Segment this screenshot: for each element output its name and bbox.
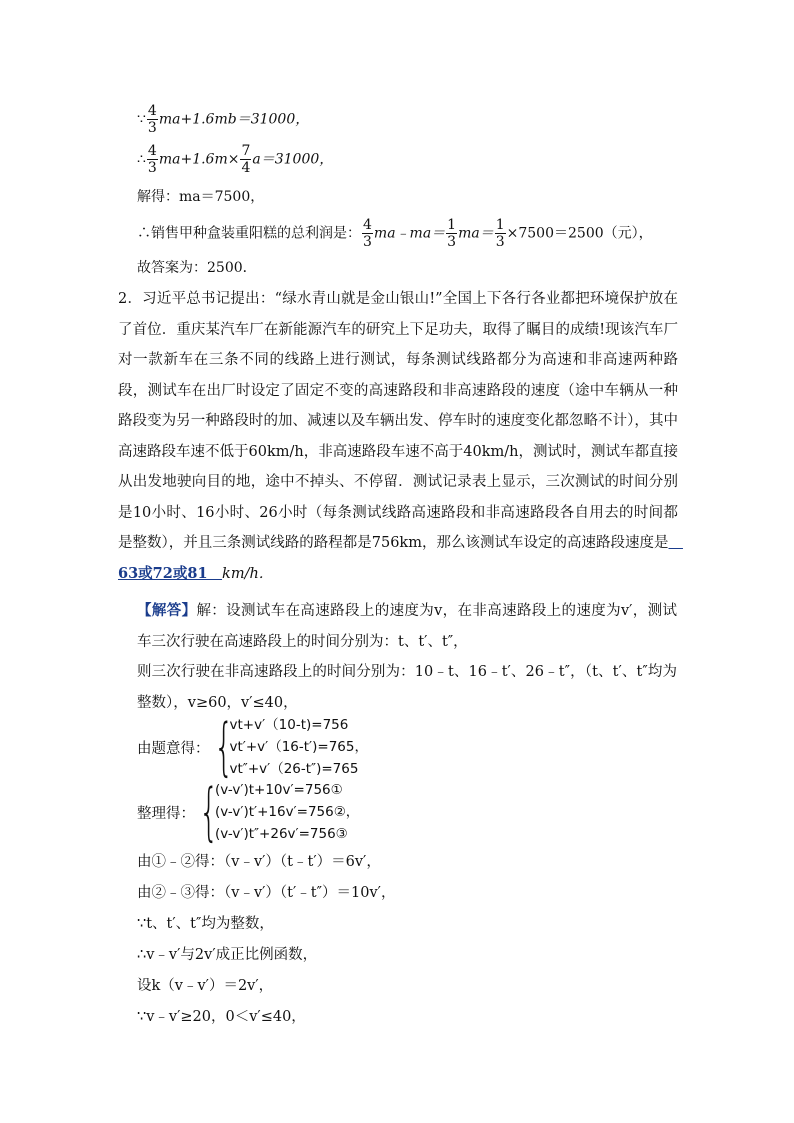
brace-icon: { [213, 710, 234, 783]
answer-unit: km/h． [222, 565, 274, 582]
solution-line-2: 则三次行驶在非高速路段上的时间分别为：10﹣t、16﹣t′、26﹣t″，（t、t′、t″均为整数），v≥60，v′≤40， [137, 664, 677, 711]
text: ∵ [137, 111, 146, 128]
equation: (v-v′)t″+26v′=756③ [215, 826, 348, 842]
solution-tag: 【解答】 [137, 602, 197, 619]
brace-icon: { [199, 775, 219, 848]
equation-system-2: 整理得： { (v-v′)t+10v′=756① (v-v′)t′+16v′=756②， (v-v′)t″+26v′=756③ [137, 775, 360, 848]
question-number: 2． [118, 291, 143, 307]
prev-line-2: ∴ $\frac{4}{3}$ ma+1.6m× $\frac{7}{4}$ a＝31000， [137, 143, 334, 176]
fraction: $\frac{1}{3}$ [495, 217, 505, 250]
solution-intro: 【解答】解：设测试车在高速路段上的速度为v，在非高速路段上的速度为v′，测试车三次行驶在高速路段上的时间分别为：t、t′、t″， [137, 602, 677, 650]
question-2 [118, 284, 683, 589]
fraction: $\frac{4}{3}$ [147, 103, 157, 136]
text: ma+1.6mb＝31000， [158, 111, 310, 128]
solution-line-8: ∵v﹣v′≥20，0＜v′≤40， [137, 1009, 306, 1025]
fraction: $\frac{7}{4}$ [241, 143, 251, 176]
solution-line-5: ∵t、t′、t″均为整数， [137, 916, 274, 932]
answer-blank: 63或72或81 [118, 534, 683, 582]
equation: vt′+v′（16-t′)=765， [229, 739, 368, 755]
solution-line-3: 由①﹣②得：（v﹣v′）（t﹣t′）＝6v′， [137, 854, 381, 870]
equation: (v-v′)t+10v′=756① [215, 782, 343, 798]
prev-line-3: 解得：ma＝7500， [137, 189, 265, 205]
prev-line-5: 故答案为：2500． [137, 260, 257, 276]
equation: (v-v′)t′+16v′=756②， [215, 804, 360, 820]
equation: vt+v′（10-t)=756 [229, 717, 349, 733]
equation-system-1: 由题意得： { vt+v′（10-t)=756 vt′+v′（16-t′)=765， vt″+v′（26-t″)=765 [137, 710, 368, 783]
fraction: $\frac{4}{3}$ [363, 217, 372, 250]
equation: vt″+v′（26-t″)=765 [229, 761, 359, 777]
solution-line-7: 设k（v﹣v′）＝2v′， [137, 978, 274, 994]
question-text: 习近平总书记提出：“绿水青山就是金山银山!”全国上下各行各业都把环境保护放在了首位．重庆某汽车厂在新能源汽车的研究上下足功夫，取得了瞩目的成绩!现该汽车厂对一款新车在三条不同的线路上进行测试，每条测试线路都分为高速和非高速两种路段，测试车在出厂时设定了固定不变的高速路段和非高速路段的速度（途中车辆从一种路段变为另一种路段时的加、减速以及车辆出发、停车时的速度变化都忽略不计），其中高速路段车速不低于60km/h，非高速路段车速不高于40km/h，测试时，测试车都直接从出发地驶向目的地，途中不掉头、不停留．测试记录表上显示，三次测试的时间分别是10小时、16小时、26小时（每条测试线路高速路段和非高速路段各自用去的时间都是整数），并且三条测试线路的路程都是756km，那么该测试车设定的高速路段速度是 [118, 291, 678, 551]
solution-line-6: ∴v﹣v′与2v′成正比例函数， [137, 947, 318, 963]
solution-line-4: 由②﹣③得：（v﹣v′）（t′﹣t″）＝10v′， [137, 885, 396, 901]
prev-line-4: ∴销售甲种盒装重阳糕的总利润是： $\frac{4}{3}$ ma﹣ma＝ $\frac{1}{3}$ ma＝ $\frac{1}{3}$ ×7500＝2500（元）， [137, 217, 653, 250]
fraction: $\frac{4}{3}$ [147, 143, 157, 176]
fraction: $\frac{1}{3}$ [447, 217, 457, 250]
prev-line-1 [137, 103, 309, 136]
